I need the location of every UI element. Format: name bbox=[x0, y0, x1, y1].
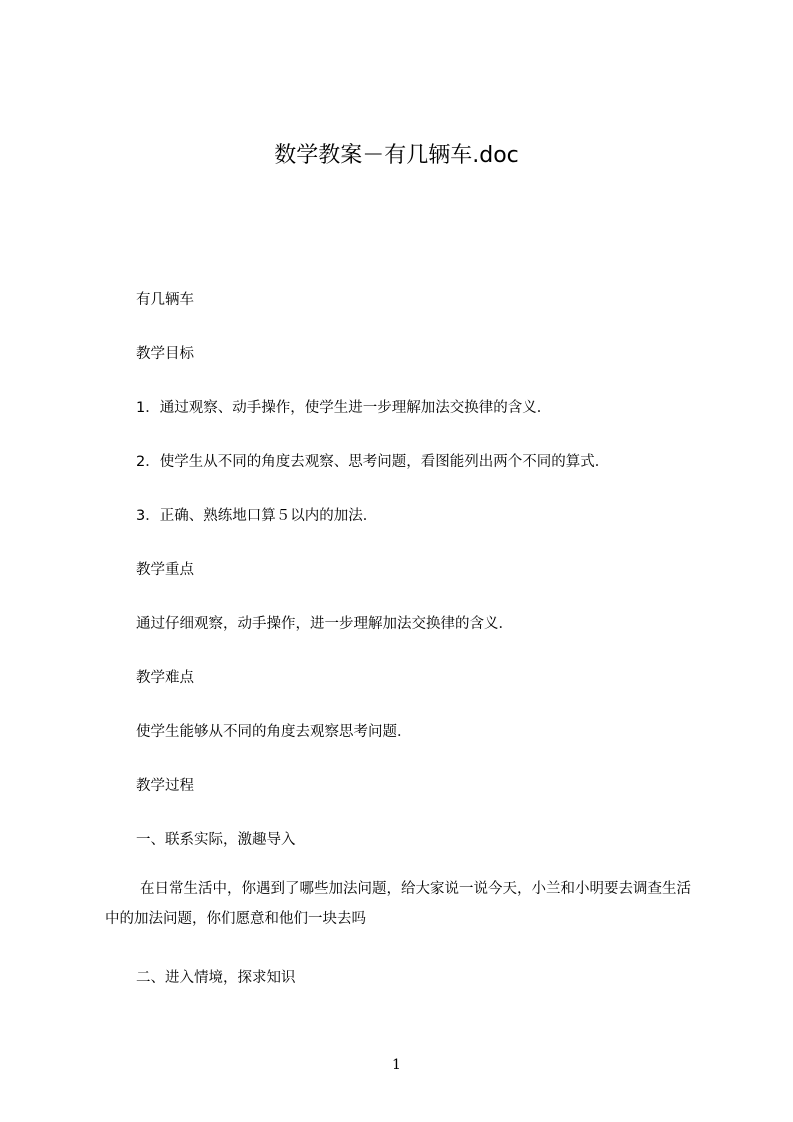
page-number: 1 bbox=[392, 1057, 401, 1073]
section-heading-difficulties: 教学难点 bbox=[136, 670, 194, 686]
objective-item-3: 3．正确、熟练地口算５以内的加法． bbox=[136, 508, 378, 524]
key-points-text: 通过仔细观察，动手操作，进一步理解加法交换律的含义． bbox=[136, 616, 513, 632]
objective-item-2: 2．使学生从不同的角度去观察、思考问题，看图能列出两个不同的算式． bbox=[136, 454, 610, 470]
lesson-heading: 有几辆车 bbox=[136, 292, 194, 308]
section-heading-objectives: 教学目标 bbox=[136, 346, 194, 362]
intro-paragraph: 在日常生活中，你遇到了哪些加法问题，给大家说一说今天，小兰和小明要去调查生活中的加法问题，你们愿意和他们一块去吗 bbox=[105, 881, 691, 927]
process-step-one-heading: 一、联系实际，激趣导入 bbox=[136, 832, 296, 848]
document-title: 数学教案－有几辆车.doc bbox=[274, 143, 519, 168]
difficulties-text: 使学生能够从不同的角度去观察思考问题． bbox=[136, 724, 412, 740]
process-step-two-heading: 二、进入情境，探求知识 bbox=[136, 970, 296, 986]
section-heading-process: 教学过程 bbox=[136, 778, 194, 794]
section-heading-key-points: 教学重点 bbox=[136, 562, 194, 578]
objective-item-1: 1．通过观察、动手操作，使学生进一步理解加法交换律的含义． bbox=[136, 400, 552, 416]
